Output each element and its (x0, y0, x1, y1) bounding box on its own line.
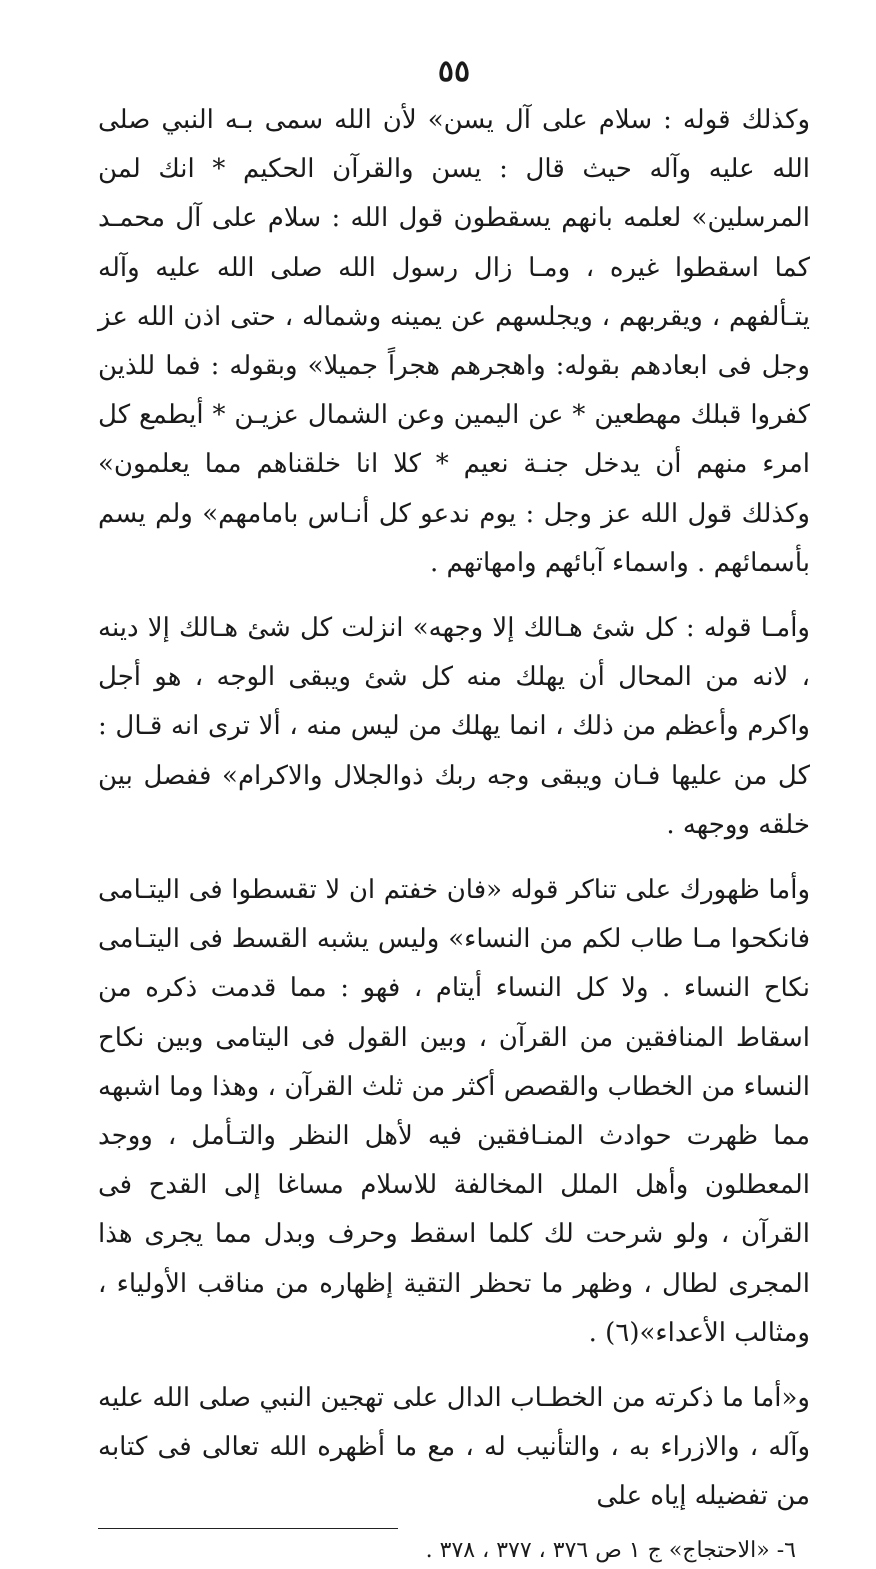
paragraph-2: وأمـا قوله : كل شئ هـالك إلا وجهه» انزلت كل شئ هـالك إلا دينه ، لانه من المحال أن يهلك منه كل شئ ويبقى الوجه ، هو أجل واكرم وأعظم من ذلك ، انما يهلك من ليس منه ، ألا ترى انه قـال : كل من عليها فـان ويبقى وجه ربك ذوالجلال والاكرام» ففصل بين خلقه ووجهه . (98, 613, 810, 840)
book-page (98, 52, 810, 1569)
paragraph-4: و«أما ما ذكرته من الخطـاب الدال على تهجين النبي صلى الله عليه وآله ، والازراء به ، والتأنيب له ، مع ما أظهره الله تعالى فى كتابه من تفضيله إياه على (98, 1383, 810, 1512)
paragraph-1: وكذلك قوله : سلام على آل يسن» لأن الله سمى بـه النبي صلى الله عليه وآله حيث قال : يسن والقرآن الحكيم * انك لمن المرسلين» لعلمه بانهم يسقطون قول الله : سلام على آل محمـد كما اسقطوا غيره ، ومـا زال رسول الله صلى الله عليه وآله يتـألفهم ، ويقربهم ، ويجلسهم عن يمينه وشماله ، حتى اذن الله عز وجل فى ابعادهم بقوله: واهجرهم هجراً جميلا» وبقوله : فما للذين كفروا قبلك مهطعين * عن اليمين وعن الشمال عزيـن * أيطمع كل امرء منهم أن يدخل جنـة نعيم * كلا انا خلقناهم مما يعلمون» وكذلك قول الله عز وجل : يوم ندعو كل أنـاس بامامهم» ولم يسم بأسمائهم . واسماء آبائهم وامهاتهم . (98, 105, 810, 578)
paragraph-gap (98, 1358, 810, 1374)
paragraph-gap (98, 850, 810, 866)
paragraph-gap (98, 588, 810, 604)
paragraph-3: وأما ظهورك على تناكر قوله «فان خفتم ان لا تقسطوا فى اليتـامى فانكحوا مـا طاب لكم من النساء» وليس يشبه القسط فى اليتـامى نكاح النساء . ولا كل النساء أيتام ، فهو : مما قدمت ذكره من اسقاط المنافقين من القرآن ، وبين القول فى اليتامى وبين نكاح النساء من الخطاب والقصص أكثر من ثلث القرآن ، وهذا وما اشبهه مما ظهرت حوادث المنـافقين فيه لأهل النظر والتـأمل ، ووجد المعطلون وأهل الملل المخالفة للاسلام مساغا إلى القدح فى القرآن ، ولو شرحت لك كلما اسقط وحرف وبدل مما يجرى هذا المجرى لطال ، وظهر ما تحظر التقية إظهاره من مناقب الأولياء ، ومثالب الأعداء»(٦) . (98, 875, 810, 1348)
footnote: ٦- «الاحتجاج» ج ١ ص ٣٧٦ ، ٣٧٧ ، ٣٧٨ . (425, 1537, 796, 1563)
footnote-divider (98, 1528, 398, 1529)
page-number: ٥٥ (437, 54, 471, 89)
